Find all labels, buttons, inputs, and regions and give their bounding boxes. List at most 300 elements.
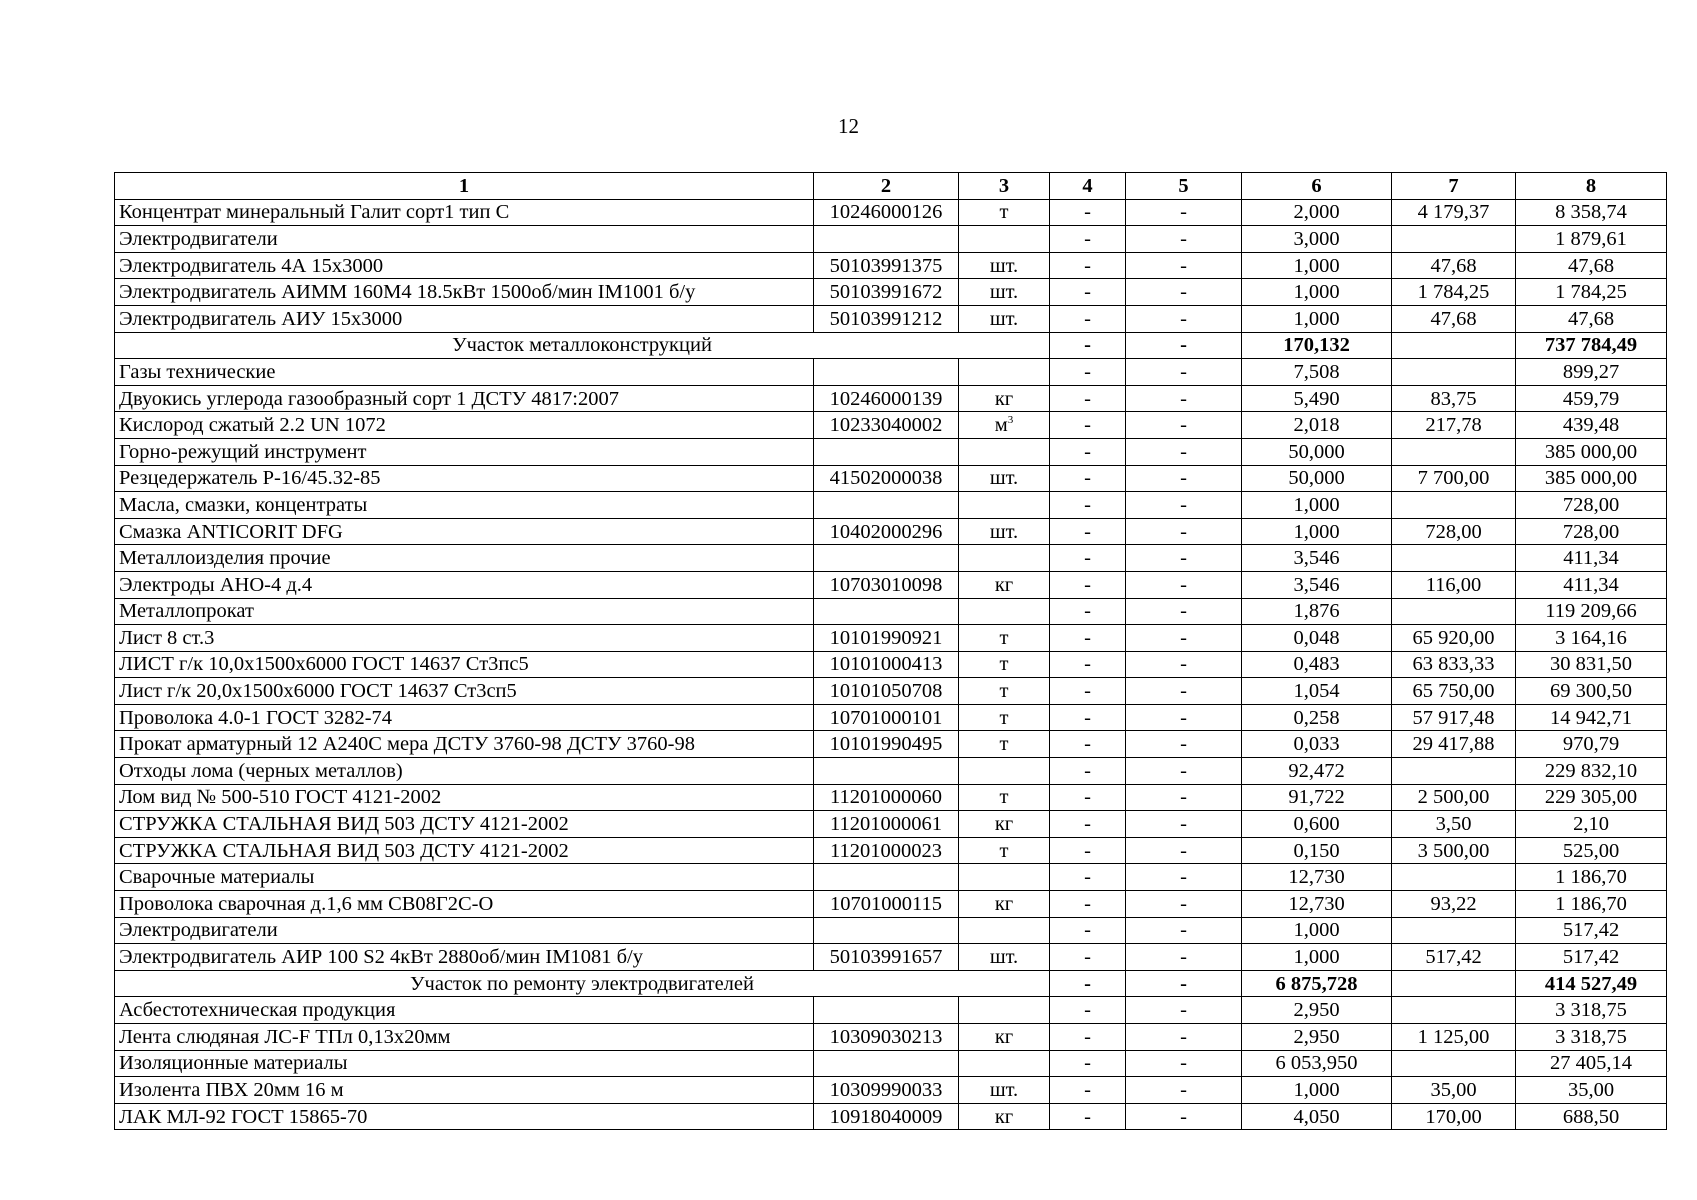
table-row	[115, 252, 1667, 279]
cell-col-5: -	[1126, 252, 1242, 279]
cell-col-4: -	[1050, 199, 1126, 226]
table-row	[115, 837, 1667, 864]
cell-quantity: 1,876	[1242, 598, 1392, 625]
cell-sum: 439,48	[1516, 412, 1667, 439]
unit-text: т	[999, 706, 1009, 729]
cell-price: 116,00	[1392, 571, 1516, 598]
cell-col-4: -	[1050, 784, 1126, 811]
cell-col-4: -	[1050, 837, 1126, 864]
cell-col-5: -	[1126, 704, 1242, 731]
table-row	[115, 704, 1667, 731]
cell-quantity: 12,730	[1242, 864, 1392, 891]
group-row	[115, 758, 1667, 785]
cell-sum: 47,68	[1516, 305, 1667, 332]
cell-col-4: -	[1050, 651, 1126, 678]
cell-code: 41502000038	[814, 465, 959, 492]
cell-unit	[959, 1050, 1050, 1077]
cell-sum: 30 831,50	[1516, 651, 1667, 678]
cell-code: 10703010098	[814, 571, 959, 598]
cell-col-4: -	[1050, 625, 1126, 652]
cell-price: 35,00	[1392, 1077, 1516, 1104]
unit-text: кг	[994, 387, 1014, 410]
cell-name: Электродвигатель АИР 100 S2 4кВт 2880об/мин IM1081 б/у	[115, 944, 814, 971]
cell-code	[814, 545, 959, 572]
cell-col-5: -	[1126, 970, 1242, 997]
cell-name: Отходы лома (черных металлов)	[115, 758, 814, 785]
cell-price: 4 179,37	[1392, 199, 1516, 226]
cell-name: СТРУЖКА СТАЛЬНАЯ ВИД 503 ДСТУ 4121-2002	[115, 811, 814, 838]
cell-unit	[959, 1103, 1050, 1130]
cell-col-5: -	[1126, 518, 1242, 545]
cell-col-4: -	[1050, 492, 1126, 519]
table-row	[115, 1024, 1667, 1051]
cell-col-5: -	[1126, 199, 1242, 226]
group-row	[115, 864, 1667, 891]
cell-price: 29 417,88	[1392, 731, 1516, 758]
cell-unit	[959, 545, 1050, 572]
cell-unit	[959, 518, 1050, 545]
cell-unit	[959, 731, 1050, 758]
cell-col-5: -	[1126, 465, 1242, 492]
cell-col-4: -	[1050, 598, 1126, 625]
cell-name: Электродвигатель АИММ 160М4 18.5кВт 1500об/мин IM1001 б/у	[115, 279, 814, 306]
cell-col-5: -	[1126, 917, 1242, 944]
cell-name: Изолента ПВХ 20мм 16 м	[115, 1077, 814, 1104]
cell-col-4: -	[1050, 359, 1126, 386]
cell-price	[1392, 332, 1516, 359]
cell-unit	[959, 252, 1050, 279]
cell-quantity: 3,546	[1242, 545, 1392, 572]
cell-col-4: -	[1050, 518, 1126, 545]
cell-code: 10309990033	[814, 1077, 959, 1104]
cell-code	[814, 997, 959, 1024]
cell-col-5: -	[1126, 1103, 1242, 1130]
cell-quantity: 92,472	[1242, 758, 1392, 785]
cell-name: СТРУЖКА СТАЛЬНАЯ ВИД 503 ДСТУ 4121-2002	[115, 837, 814, 864]
group-row	[115, 598, 1667, 625]
cell-quantity: 2,000	[1242, 199, 1392, 226]
unit-text: кг	[994, 573, 1014, 596]
cell-code	[814, 758, 959, 785]
cell-quantity: 0,483	[1242, 651, 1392, 678]
cell-code	[814, 492, 959, 519]
cell-unit	[959, 1024, 1050, 1051]
cell-col-5: -	[1126, 891, 1242, 918]
group-row	[115, 1050, 1667, 1077]
cell-col-5: -	[1126, 837, 1242, 864]
cell-quantity: 170,132	[1242, 332, 1392, 359]
cell-name: Лом вид № 500-510 ГОСТ 4121-2002	[115, 784, 814, 811]
cell-quantity: 1,000	[1242, 252, 1392, 279]
cell-quantity: 3,000	[1242, 226, 1392, 253]
cell-col-5: -	[1126, 1024, 1242, 1051]
cell-sum: 728,00	[1516, 518, 1667, 545]
cell-quantity: 5,490	[1242, 385, 1392, 412]
group-row	[115, 917, 1667, 944]
cell-code: 50103991672	[814, 279, 959, 306]
unit-text: шт.	[989, 281, 1019, 304]
cell-unit	[959, 997, 1050, 1024]
table-row	[115, 944, 1667, 971]
group-row	[115, 226, 1667, 253]
cell-price: 517,42	[1392, 944, 1516, 971]
cell-price: 93,22	[1392, 891, 1516, 918]
cell-quantity: 1,000	[1242, 518, 1392, 545]
unit-text: шт.	[989, 1078, 1019, 1101]
cell-name: Металлоизделия прочие	[115, 545, 814, 572]
cell-sum: 1 186,70	[1516, 864, 1667, 891]
cell-col-5: -	[1126, 1077, 1242, 1104]
cell-name: Концентрат минеральный Галит сорт1 тип С	[115, 199, 814, 226]
cell-unit	[959, 571, 1050, 598]
unit-text: кг	[994, 892, 1014, 915]
cell-col-5: -	[1126, 598, 1242, 625]
group-row	[115, 492, 1667, 519]
header-col-1: 1	[115, 173, 814, 200]
unit-text: шт.	[989, 520, 1019, 543]
unit-text: т	[999, 786, 1009, 809]
cell-col-4: -	[1050, 545, 1126, 572]
cell-code	[814, 226, 959, 253]
cell-price: 1 784,25	[1392, 279, 1516, 306]
cell-col-4: -	[1050, 412, 1126, 439]
cell-sum: 411,34	[1516, 545, 1667, 572]
group-row	[115, 438, 1667, 465]
cell-code: 11201000023	[814, 837, 959, 864]
cell-col-4: -	[1050, 1024, 1126, 1051]
cell-unit	[959, 651, 1050, 678]
cell-code: 10101000413	[814, 651, 959, 678]
cell-sum: 385 000,00	[1516, 438, 1667, 465]
cell-col-4: -	[1050, 385, 1126, 412]
cell-quantity: 0,048	[1242, 625, 1392, 652]
cell-code: 50103991375	[814, 252, 959, 279]
cell-name: Электродвигатель АИУ 15х3000	[115, 305, 814, 332]
cell-quantity: 2,950	[1242, 1024, 1392, 1051]
cell-price: 2 500,00	[1392, 784, 1516, 811]
table-row	[115, 571, 1667, 598]
group-row	[115, 359, 1667, 386]
cell-col-5: -	[1126, 438, 1242, 465]
cell-price: 83,75	[1392, 385, 1516, 412]
cell-price: 47,68	[1392, 305, 1516, 332]
cell-sum: 35,00	[1516, 1077, 1667, 1104]
cell-sum: 525,00	[1516, 837, 1667, 864]
cell-name: Горно-режущий инструмент	[115, 438, 814, 465]
cell-quantity: 50,000	[1242, 438, 1392, 465]
table-body	[115, 199, 1667, 1130]
cell-col-5: -	[1126, 359, 1242, 386]
cell-name: Электроды АНО-4 д.4	[115, 571, 814, 598]
cell-name: Резцедержатель Р-16/45.32-85	[115, 465, 814, 492]
cell-price: 217,78	[1392, 412, 1516, 439]
cell-price	[1392, 970, 1516, 997]
cell-col-4: -	[1050, 465, 1126, 492]
cell-col-4: -	[1050, 1077, 1126, 1104]
cell-unit	[959, 784, 1050, 811]
cell-col-5: -	[1126, 571, 1242, 598]
cell-col-5: -	[1126, 279, 1242, 306]
section-row	[115, 332, 1667, 359]
cell-col-4: -	[1050, 970, 1126, 997]
cell-quantity: 1,000	[1242, 492, 1392, 519]
cell-quantity: 3,546	[1242, 571, 1392, 598]
cell-sum: 459,79	[1516, 385, 1667, 412]
cell-sum: 1 784,25	[1516, 279, 1667, 306]
cell-sum: 3 318,75	[1516, 1024, 1667, 1051]
cell-unit	[959, 1077, 1050, 1104]
cell-quantity: 2,018	[1242, 412, 1392, 439]
unit-superscript: 3	[1007, 414, 1014, 427]
cell-col-4: -	[1050, 279, 1126, 306]
unit-text: т	[999, 626, 1009, 649]
cell-col-4: -	[1050, 678, 1126, 705]
cell-name: Лента слюдяная ЛС-F ТПл 0,13х20мм	[115, 1024, 814, 1051]
header-col-3: 3	[959, 173, 1050, 200]
unit-text: шт.	[989, 946, 1019, 969]
cell-code: 50103991657	[814, 944, 959, 971]
cell-price: 57 917,48	[1392, 704, 1516, 731]
cell-name: ЛИСТ г/к 10,0х1500х6000 ГОСТ 14637 Ст3пс5	[115, 651, 814, 678]
cell-sum: 728,00	[1516, 492, 1667, 519]
cell-price	[1392, 997, 1516, 1024]
cell-quantity: 1,000	[1242, 305, 1392, 332]
cell-code: 10402000296	[814, 518, 959, 545]
cell-name: Электродвигатель 4А 15х3000	[115, 252, 814, 279]
cell-sum: 3 318,75	[1516, 997, 1667, 1024]
cell-sum: 517,42	[1516, 944, 1667, 971]
unit-text: шт.	[989, 467, 1019, 490]
cell-col-5: -	[1126, 731, 1242, 758]
cell-name: Лист г/к 20,0х1500х6000 ГОСТ 14637 Ст3сп5	[115, 678, 814, 705]
cell-code: 10101990495	[814, 731, 959, 758]
cell-name: Прокат арматурный 12 А240С мера ДСТУ 3760-98 ДСТУ 3760-98	[115, 731, 814, 758]
table-row	[115, 465, 1667, 492]
cell-quantity: 0,033	[1242, 731, 1392, 758]
cell-unit	[959, 598, 1050, 625]
cell-col-5: -	[1126, 784, 1242, 811]
section-title: Участок металлоконструкций	[115, 332, 1050, 359]
cell-unit	[959, 385, 1050, 412]
cell-col-5: -	[1126, 385, 1242, 412]
cell-code: 10918040009	[814, 1103, 959, 1130]
cell-unit	[959, 492, 1050, 519]
unit-text: т	[999, 653, 1009, 676]
table-row	[115, 385, 1667, 412]
cell-sum: 411,34	[1516, 571, 1667, 598]
cell-quantity: 0,150	[1242, 837, 1392, 864]
cell-col-4: -	[1050, 731, 1126, 758]
cell-col-4: -	[1050, 944, 1126, 971]
cell-col-5: -	[1126, 997, 1242, 1024]
cell-name: Проволока 4.0-1 ГОСТ 3282-74	[115, 704, 814, 731]
cell-unit	[959, 678, 1050, 705]
table-row	[115, 678, 1667, 705]
cell-quantity: 6 875,728	[1242, 970, 1392, 997]
cell-col-5: -	[1126, 651, 1242, 678]
cell-col-5: -	[1126, 944, 1242, 971]
cell-price	[1392, 758, 1516, 785]
cell-code: 10246000126	[814, 199, 959, 226]
cell-sum: 970,79	[1516, 731, 1667, 758]
cell-sum: 1 186,70	[1516, 891, 1667, 918]
cell-price: 1 125,00	[1392, 1024, 1516, 1051]
cell-price: 7 700,00	[1392, 465, 1516, 492]
cell-col-4: -	[1050, 758, 1126, 785]
unit-text: м	[994, 414, 1008, 437]
cell-unit	[959, 704, 1050, 731]
header-col-4: 4	[1050, 173, 1126, 200]
cell-quantity: 7,508	[1242, 359, 1392, 386]
cell-unit	[959, 811, 1050, 838]
table-row	[115, 651, 1667, 678]
cell-price	[1392, 545, 1516, 572]
cell-unit	[959, 199, 1050, 226]
cell-price	[1392, 598, 1516, 625]
header-col-2: 2	[814, 173, 959, 200]
cell-col-5: -	[1126, 1050, 1242, 1077]
cell-col-4: -	[1050, 332, 1126, 359]
cell-sum: 2,10	[1516, 811, 1667, 838]
cell-name: Сварочные материалы	[115, 864, 814, 891]
cell-price: 47,68	[1392, 252, 1516, 279]
cell-col-4: -	[1050, 891, 1126, 918]
cell-quantity: 1,054	[1242, 678, 1392, 705]
cell-sum: 229 832,10	[1516, 758, 1667, 785]
cell-col-4: -	[1050, 252, 1126, 279]
cell-name: Изоляционные материалы	[115, 1050, 814, 1077]
unit-text: кг	[994, 813, 1014, 836]
cell-sum: 517,42	[1516, 917, 1667, 944]
cell-sum: 737 784,49	[1516, 332, 1667, 359]
cell-col-4: -	[1050, 1103, 1126, 1130]
section-row	[115, 970, 1667, 997]
cell-col-4: -	[1050, 864, 1126, 891]
cell-name: Асбестотехническая продукция	[115, 997, 814, 1024]
unit-text: кг	[994, 1105, 1014, 1128]
cell-col-4: -	[1050, 571, 1126, 598]
cell-col-5: -	[1126, 545, 1242, 572]
cell-sum: 385 000,00	[1516, 465, 1667, 492]
unit-text: т	[999, 680, 1009, 703]
unit-text: т	[999, 733, 1009, 756]
cell-name: Газы технические	[115, 359, 814, 386]
cell-quantity: 1,000	[1242, 944, 1392, 971]
cell-quantity: 6 053,950	[1242, 1050, 1392, 1077]
cell-quantity: 1,000	[1242, 279, 1392, 306]
cell-name: ЛАК МЛ-92 ГОСТ 15865-70	[115, 1103, 814, 1130]
cell-name: Металлопрокат	[115, 598, 814, 625]
cell-unit	[959, 465, 1050, 492]
cell-code: 10233040002	[814, 412, 959, 439]
cell-unit	[959, 864, 1050, 891]
cell-code	[814, 1050, 959, 1077]
table-row	[115, 1103, 1667, 1130]
cell-price: 3 500,00	[1392, 837, 1516, 864]
materials-table	[114, 172, 1667, 1130]
cell-price: 63 833,33	[1392, 651, 1516, 678]
cell-unit	[959, 758, 1050, 785]
cell-unit	[959, 438, 1050, 465]
cell-col-5: -	[1126, 758, 1242, 785]
section-title: Участок по ремонту электродвигателей	[115, 970, 1050, 997]
cell-price	[1392, 492, 1516, 519]
header-row	[115, 173, 1667, 200]
cell-unit	[959, 944, 1050, 971]
cell-code: 10101050708	[814, 678, 959, 705]
cell-col-4: -	[1050, 811, 1126, 838]
table-row	[115, 731, 1667, 758]
cell-sum: 688,50	[1516, 1103, 1667, 1130]
unit-text: т	[999, 201, 1009, 224]
cell-quantity: 0,258	[1242, 704, 1392, 731]
cell-code: 10101990921	[814, 625, 959, 652]
cell-price: 170,00	[1392, 1103, 1516, 1130]
cell-sum: 14 942,71	[1516, 704, 1667, 731]
cell-col-5: -	[1126, 811, 1242, 838]
cell-col-4: -	[1050, 226, 1126, 253]
header-col-7: 7	[1392, 173, 1516, 200]
cell-quantity: 12,730	[1242, 891, 1392, 918]
header-col-8: 8	[1516, 173, 1667, 200]
table-row	[115, 784, 1667, 811]
cell-code: 10701000115	[814, 891, 959, 918]
table-row	[115, 1077, 1667, 1104]
cell-col-5: -	[1126, 492, 1242, 519]
cell-col-5: -	[1126, 332, 1242, 359]
cell-name: Электродвигатели	[115, 917, 814, 944]
table-row	[115, 518, 1667, 545]
cell-price: 65 750,00	[1392, 678, 1516, 705]
cell-sum: 27 405,14	[1516, 1050, 1667, 1077]
cell-price	[1392, 917, 1516, 944]
table-row	[115, 625, 1667, 652]
unit-text: т	[999, 839, 1009, 862]
cell-code: 11201000061	[814, 811, 959, 838]
cell-unit	[959, 917, 1050, 944]
cell-code: 11201000060	[814, 784, 959, 811]
cell-col-5: -	[1126, 412, 1242, 439]
cell-code: 10246000139	[814, 385, 959, 412]
cell-unit	[959, 837, 1050, 864]
cell-price	[1392, 864, 1516, 891]
cell-name: Двуокись углерода газообразный сорт 1 ДСТУ 4817:2007	[115, 385, 814, 412]
cell-unit	[959, 625, 1050, 652]
cell-code: 50103991212	[814, 305, 959, 332]
header-col-5: 5	[1126, 173, 1242, 200]
cell-unit	[959, 412, 1050, 439]
cell-col-5: -	[1126, 226, 1242, 253]
table-row	[115, 199, 1667, 226]
cell-name: Электродвигатели	[115, 226, 814, 253]
cell-name: Проволока сварочная д.1,6 мм СВ08Г2С-О	[115, 891, 814, 918]
cell-price	[1392, 438, 1516, 465]
cell-col-4: -	[1050, 1050, 1126, 1077]
cell-sum: 3 164,16	[1516, 625, 1667, 652]
cell-price	[1392, 226, 1516, 253]
cell-quantity: 4,050	[1242, 1103, 1392, 1130]
cell-quantity: 0,600	[1242, 811, 1392, 838]
cell-sum: 1 879,61	[1516, 226, 1667, 253]
table-row	[115, 891, 1667, 918]
cell-name: Смазка ANTICORIT DFG	[115, 518, 814, 545]
cell-name: Кислород сжатый 2.2 UN 1072	[115, 412, 814, 439]
table-row	[115, 305, 1667, 332]
cell-col-4: -	[1050, 704, 1126, 731]
group-row	[115, 545, 1667, 572]
cell-price: 3,50	[1392, 811, 1516, 838]
cell-code	[814, 864, 959, 891]
